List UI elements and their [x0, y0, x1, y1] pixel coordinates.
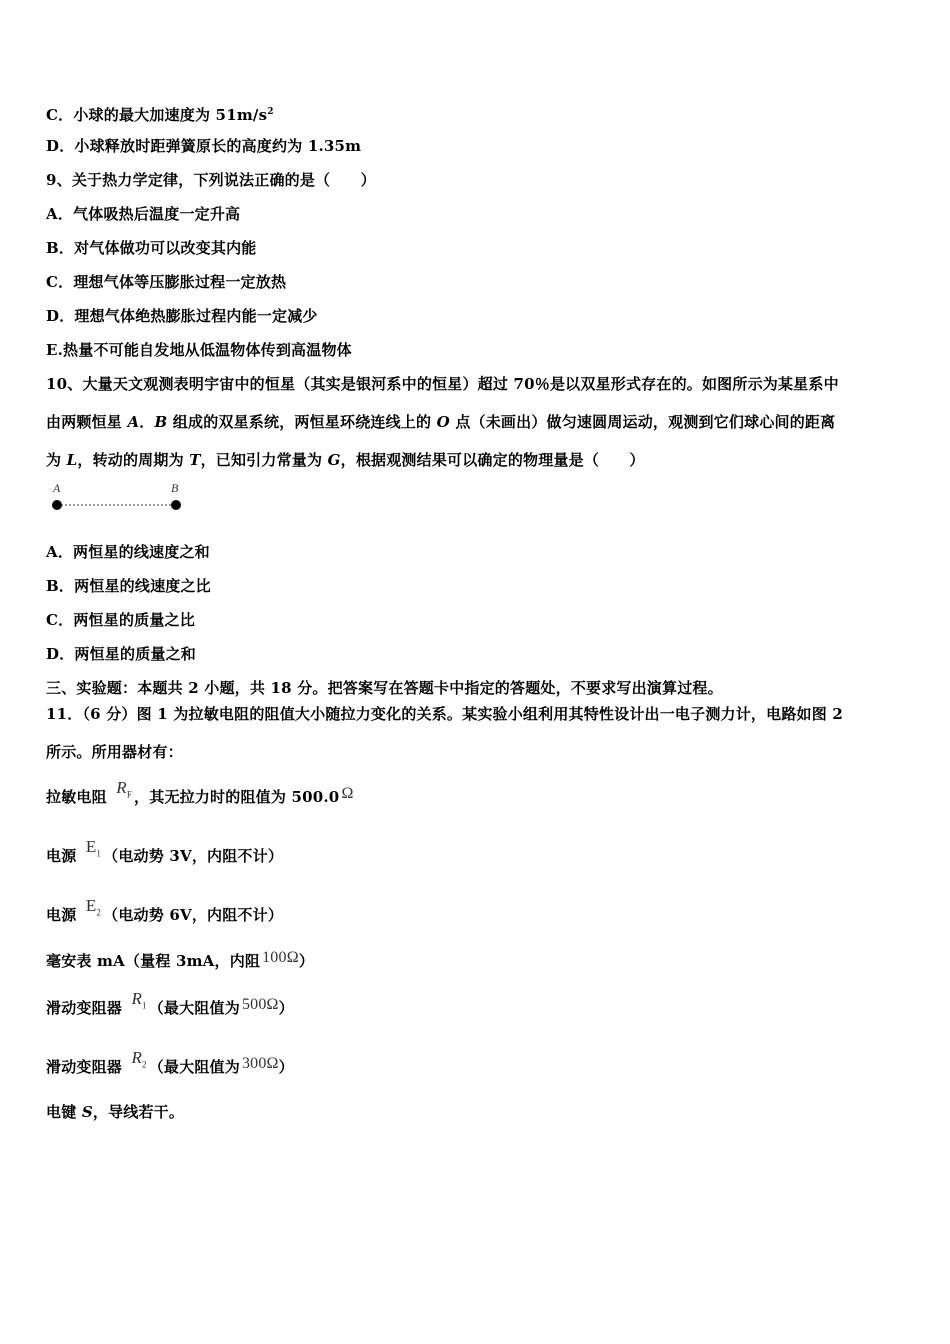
star-a-label: A — [53, 481, 61, 495]
equipment-r1: 滑动变阻器 $R_1$ （最大阻值为 500Ω） — [46, 989, 294, 1017]
q9-option-d: D．理想气体绝热膨胀过程内能一定减少 — [46, 307, 318, 325]
equipment-e2: 电源 $E_2$ （电动势 6V，内阻不计） — [46, 896, 284, 924]
q9-option-a: A．气体吸热后温度一定升高 — [46, 205, 241, 223]
r2-symbol: $R_2$ — [131, 1048, 147, 1070]
e1-symbol: $E_1$ — [85, 837, 102, 859]
star-b-dot — [171, 500, 181, 510]
section-3-heading: 三、实验题：本题共 2 小题，共 18 分。把答案写在答题卡中指定的答题处，不要求写出演算过程。 — [46, 679, 723, 697]
equipment-r2: 滑动变阻器 $R_2$ （最大阻值为 300Ω） — [46, 1048, 294, 1076]
equipment-rf: 拉敏电阻 $R_F$ ，其无拉力时的阻值为 500.0 Ω — [46, 778, 354, 806]
q10-stem-line2: 由两颗恒星 A．B 组成的双星系统，两恒星环绕连线上的 O 点（未画出）做匀速圆周运动，观测到它们球心间的距离 — [46, 413, 836, 431]
q11-stem-line2: 所示。所用器材有： — [46, 743, 183, 761]
binary-star-figure — [46, 478, 196, 518]
q10-stem-line1: 10、大量天文观测表明宇宙中的恒星（其实是银河系中的恒星）超过 70％是以双星形式存在的。如图所示为某星系中 — [46, 375, 839, 393]
star-a-dot — [52, 500, 62, 510]
q11-stem-line1: 11．（6 分）图 1 为拉敏电阻的阻值大小随拉力变化的关系。某实验小组利用其特性设计出一电子测力计，电路如图 2 — [46, 705, 843, 723]
q8-option-c: C．小球的最大加速度为 $51m/s^2$ — [46, 106, 274, 124]
q9-option-e: E.热量不可能自发地从低温物体传到高温物体 — [46, 341, 352, 359]
q9-option-c: C．理想气体等压膨胀过程一定放热 — [46, 273, 287, 291]
q9-stem: 9、关于热力学定律，下列说法正确的是（ ） — [46, 171, 376, 189]
equipment-switch: 电键 S，导线若干。 — [46, 1103, 185, 1121]
q10-option-b: B．两恒星的线速度之比 — [46, 577, 211, 595]
q9-option-b: B．对气体做功可以改变其内能 — [46, 239, 257, 257]
equipment-milliammeter: 毫安表 mA（量程 3mA，内阻 100Ω） — [46, 949, 315, 970]
q10-option-a: A．两恒星的线速度之和 — [46, 543, 210, 561]
equipment-e1: 电源 $E_1$ （电动势 3V，内阻不计） — [46, 837, 284, 865]
q10-option-c: C．两恒星的质量之比 — [46, 611, 195, 629]
q10-option-d: D．两恒星的质量之和 — [46, 645, 197, 663]
rf-symbol: $R_F$ — [116, 778, 133, 800]
e2-symbol: $E_2$ — [85, 896, 102, 918]
r1-symbol: $R_1$ — [131, 989, 147, 1011]
q10-stem-line3: 为 L，转动的周期为 T，已知引力常量为 G，根据观测结果可以确定的物理量是（ ） — [46, 451, 645, 469]
q8-option-d: D．小球释放时距弹簧原长的高度约为 1.35m — [46, 137, 362, 155]
star-b-label: B — [171, 481, 179, 495]
